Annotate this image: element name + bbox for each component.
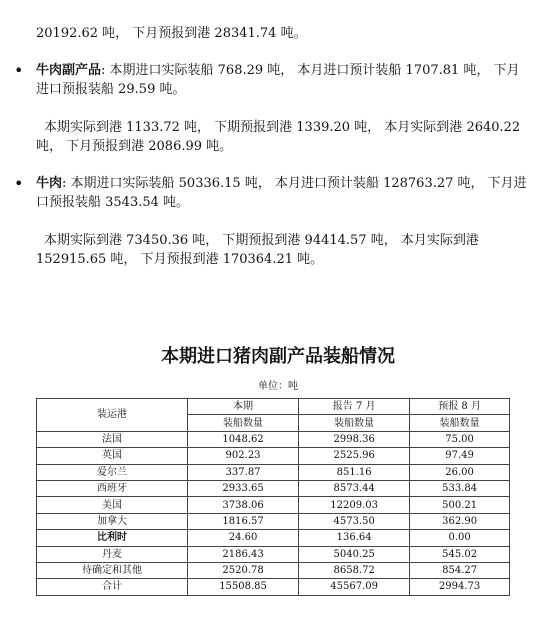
byproduct-line-3: 本期实际到港 1133.72 吨， 下期预报到港 1339.20 吨， 本月实际到港 2640.22 — [44, 120, 521, 135]
row-value: 2525.96 — [299, 448, 410, 464]
row-value: 545.02 — [410, 546, 510, 562]
paragraph-continuation: 20192.62 吨， 下月预报到港 28341.74 吨。 — [36, 26, 307, 41]
row-value: 5040.25 — [299, 546, 410, 562]
table-row — [37, 497, 510, 513]
row-value: 902.23 — [188, 448, 299, 464]
beef-line-4: 152915.65 吨， 下月预报到港 170364.21 吨。 — [36, 252, 324, 267]
row-value: 2994.73 — [410, 579, 510, 595]
row-port: 西班牙 — [37, 480, 188, 496]
row-value: 2998.36 — [299, 431, 410, 447]
row-value: 2933.65 — [188, 480, 299, 496]
beef-line-3: 本期实际到港 73450.36 吨， 下期预报到港 94414.57 吨， 本月实际到港 — [44, 233, 479, 248]
row-value: 8573.44 — [299, 480, 410, 496]
row-value: 24.60 — [188, 530, 299, 546]
row-port: 待确定和其他 — [37, 562, 188, 578]
table-row — [37, 546, 510, 562]
byproduct-text-1: : 本期进口实际装船 768.29 吨， 本月进口预计装船 1707.81 吨， 下月 — [101, 63, 520, 78]
shipment-table — [36, 398, 510, 596]
row-value: 533.84 — [410, 480, 510, 496]
row-value: 0.00 — [410, 530, 510, 546]
header-sub: 装船数量 — [299, 415, 410, 431]
table-row — [37, 579, 510, 595]
row-value: 1048.62 — [188, 431, 299, 447]
row-port: 合计 — [37, 579, 188, 595]
row-value: 2520.78 — [188, 562, 299, 578]
row-value: 500.21 — [410, 497, 510, 513]
row-value: 12209.03 — [299, 497, 410, 513]
beef-line-1 — [36, 176, 527, 191]
row-port: 丹麦 — [37, 546, 188, 562]
table-row — [37, 562, 510, 578]
table-header-row — [37, 399, 510, 415]
row-port: 英国 — [37, 448, 188, 464]
row-port: 美国 — [37, 497, 188, 513]
row-value: 854.27 — [410, 562, 510, 578]
row-value: 1816.57 — [188, 513, 299, 529]
header-sub: 装船数量 — [188, 415, 299, 431]
row-value: 2186.43 — [188, 546, 299, 562]
row-port: 爱尔兰 — [37, 464, 188, 480]
row-value: 136.64 — [299, 530, 410, 546]
byproduct-line-2: 进口预报装船 29.59 吨。 — [36, 82, 186, 97]
row-value: 362.90 — [410, 513, 510, 529]
row-port: 加拿大 — [37, 513, 188, 529]
header-port: 装运港 — [37, 399, 188, 432]
beef-text-1: : 本期进口实际装船 50336.15 吨， 本月进口预计装船 128763.27 吨， 下月进 — [62, 176, 527, 191]
bullet-icon: • — [14, 61, 24, 80]
table-unit: 单位：吨 — [258, 381, 298, 392]
table-title: 本期进口猪肉副产品装船情况 — [161, 346, 395, 367]
row-port: 比利时 — [37, 530, 188, 546]
table-row — [37, 480, 510, 496]
row-value: 97.49 — [410, 448, 510, 464]
row-value: 15508.85 — [188, 579, 299, 595]
row-value: 75.00 — [410, 431, 510, 447]
row-value: 26.00 — [410, 464, 510, 480]
byproduct-label: 牛肉副产品 — [36, 63, 102, 78]
table-row — [37, 431, 510, 447]
header-group: 预报 8 月 — [410, 399, 510, 415]
table-row — [37, 513, 510, 529]
row-value: 8658.72 — [299, 562, 410, 578]
row-port: 法国 — [37, 431, 188, 447]
row-value: 45567.09 — [299, 579, 410, 595]
row-value: 851.16 — [299, 464, 410, 480]
table-row — [37, 448, 510, 464]
header-sub: 装船数量 — [410, 415, 510, 431]
table-row — [37, 464, 510, 480]
header-group: 本期 — [188, 399, 299, 415]
header-group: 报告 7 月 — [299, 399, 410, 415]
table-row — [37, 530, 510, 546]
beef-line-2: 口预报装船 3543.54 吨。 — [36, 195, 190, 210]
byproduct-line-4: 吨， 下月预报到港 2086.99 吨。 — [36, 139, 233, 154]
row-value: 337.87 — [188, 464, 299, 480]
bullet-icon: • — [14, 174, 24, 193]
row-value: 3738.06 — [188, 497, 299, 513]
beef-label: 牛肉 — [36, 176, 63, 191]
byproduct-line-1 — [36, 63, 520, 78]
row-value: 4573.50 — [299, 513, 410, 529]
